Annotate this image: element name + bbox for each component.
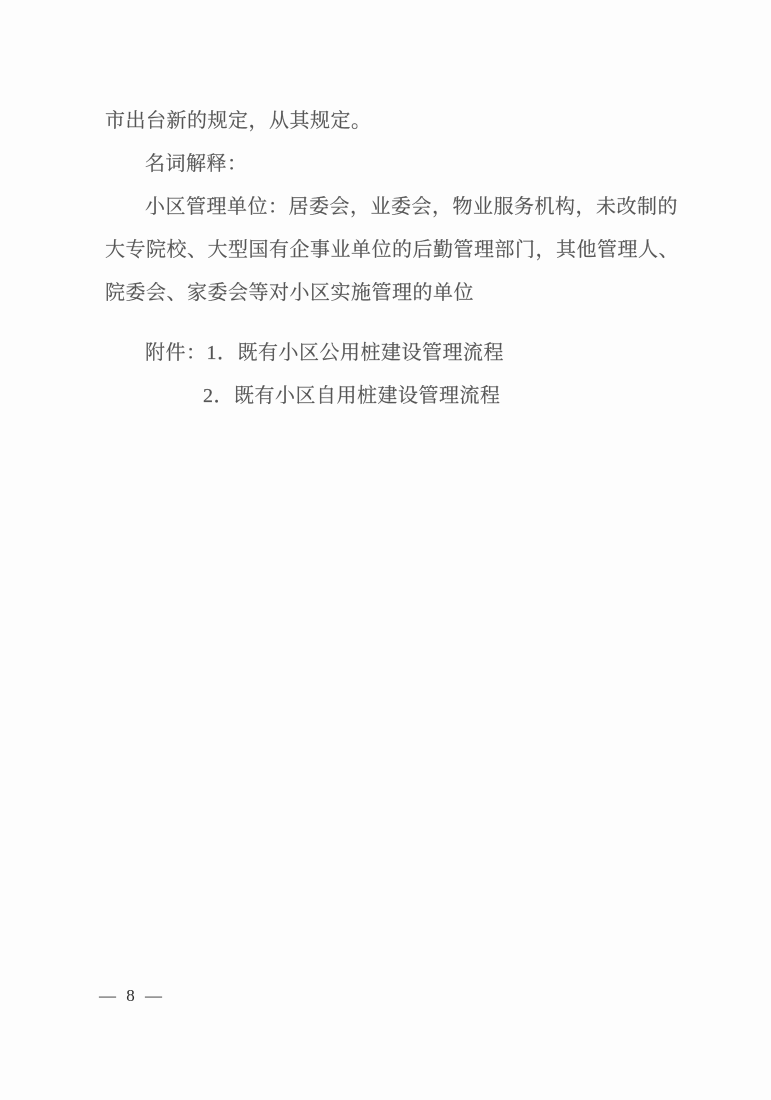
attachment-item-1: 附件：1．既有小区公用桩建设管理流程 bbox=[145, 342, 504, 364]
paragraph-continuation bbox=[105, 100, 679, 315]
document-body bbox=[105, 100, 679, 418]
body-line: 小区管理单位：居委会，业委会，物业服务机构，未改制的 bbox=[145, 196, 678, 218]
attachments-list bbox=[105, 332, 670, 418]
body-line: 大专院校、大型国有企事业单位的后勤管理部门，其他管理人、 bbox=[105, 239, 679, 261]
body-line: 院委会、家委会等对小区实施管理的单位 bbox=[105, 282, 474, 304]
body-line: 市出台新的规定，从其规定。 bbox=[105, 110, 372, 132]
page-number: — 8 — bbox=[99, 986, 165, 1005]
body-line-term-heading: 名词解释： bbox=[145, 153, 248, 175]
attachment-item-2: 2．既有小区自用桩建设管理流程 bbox=[203, 385, 501, 407]
